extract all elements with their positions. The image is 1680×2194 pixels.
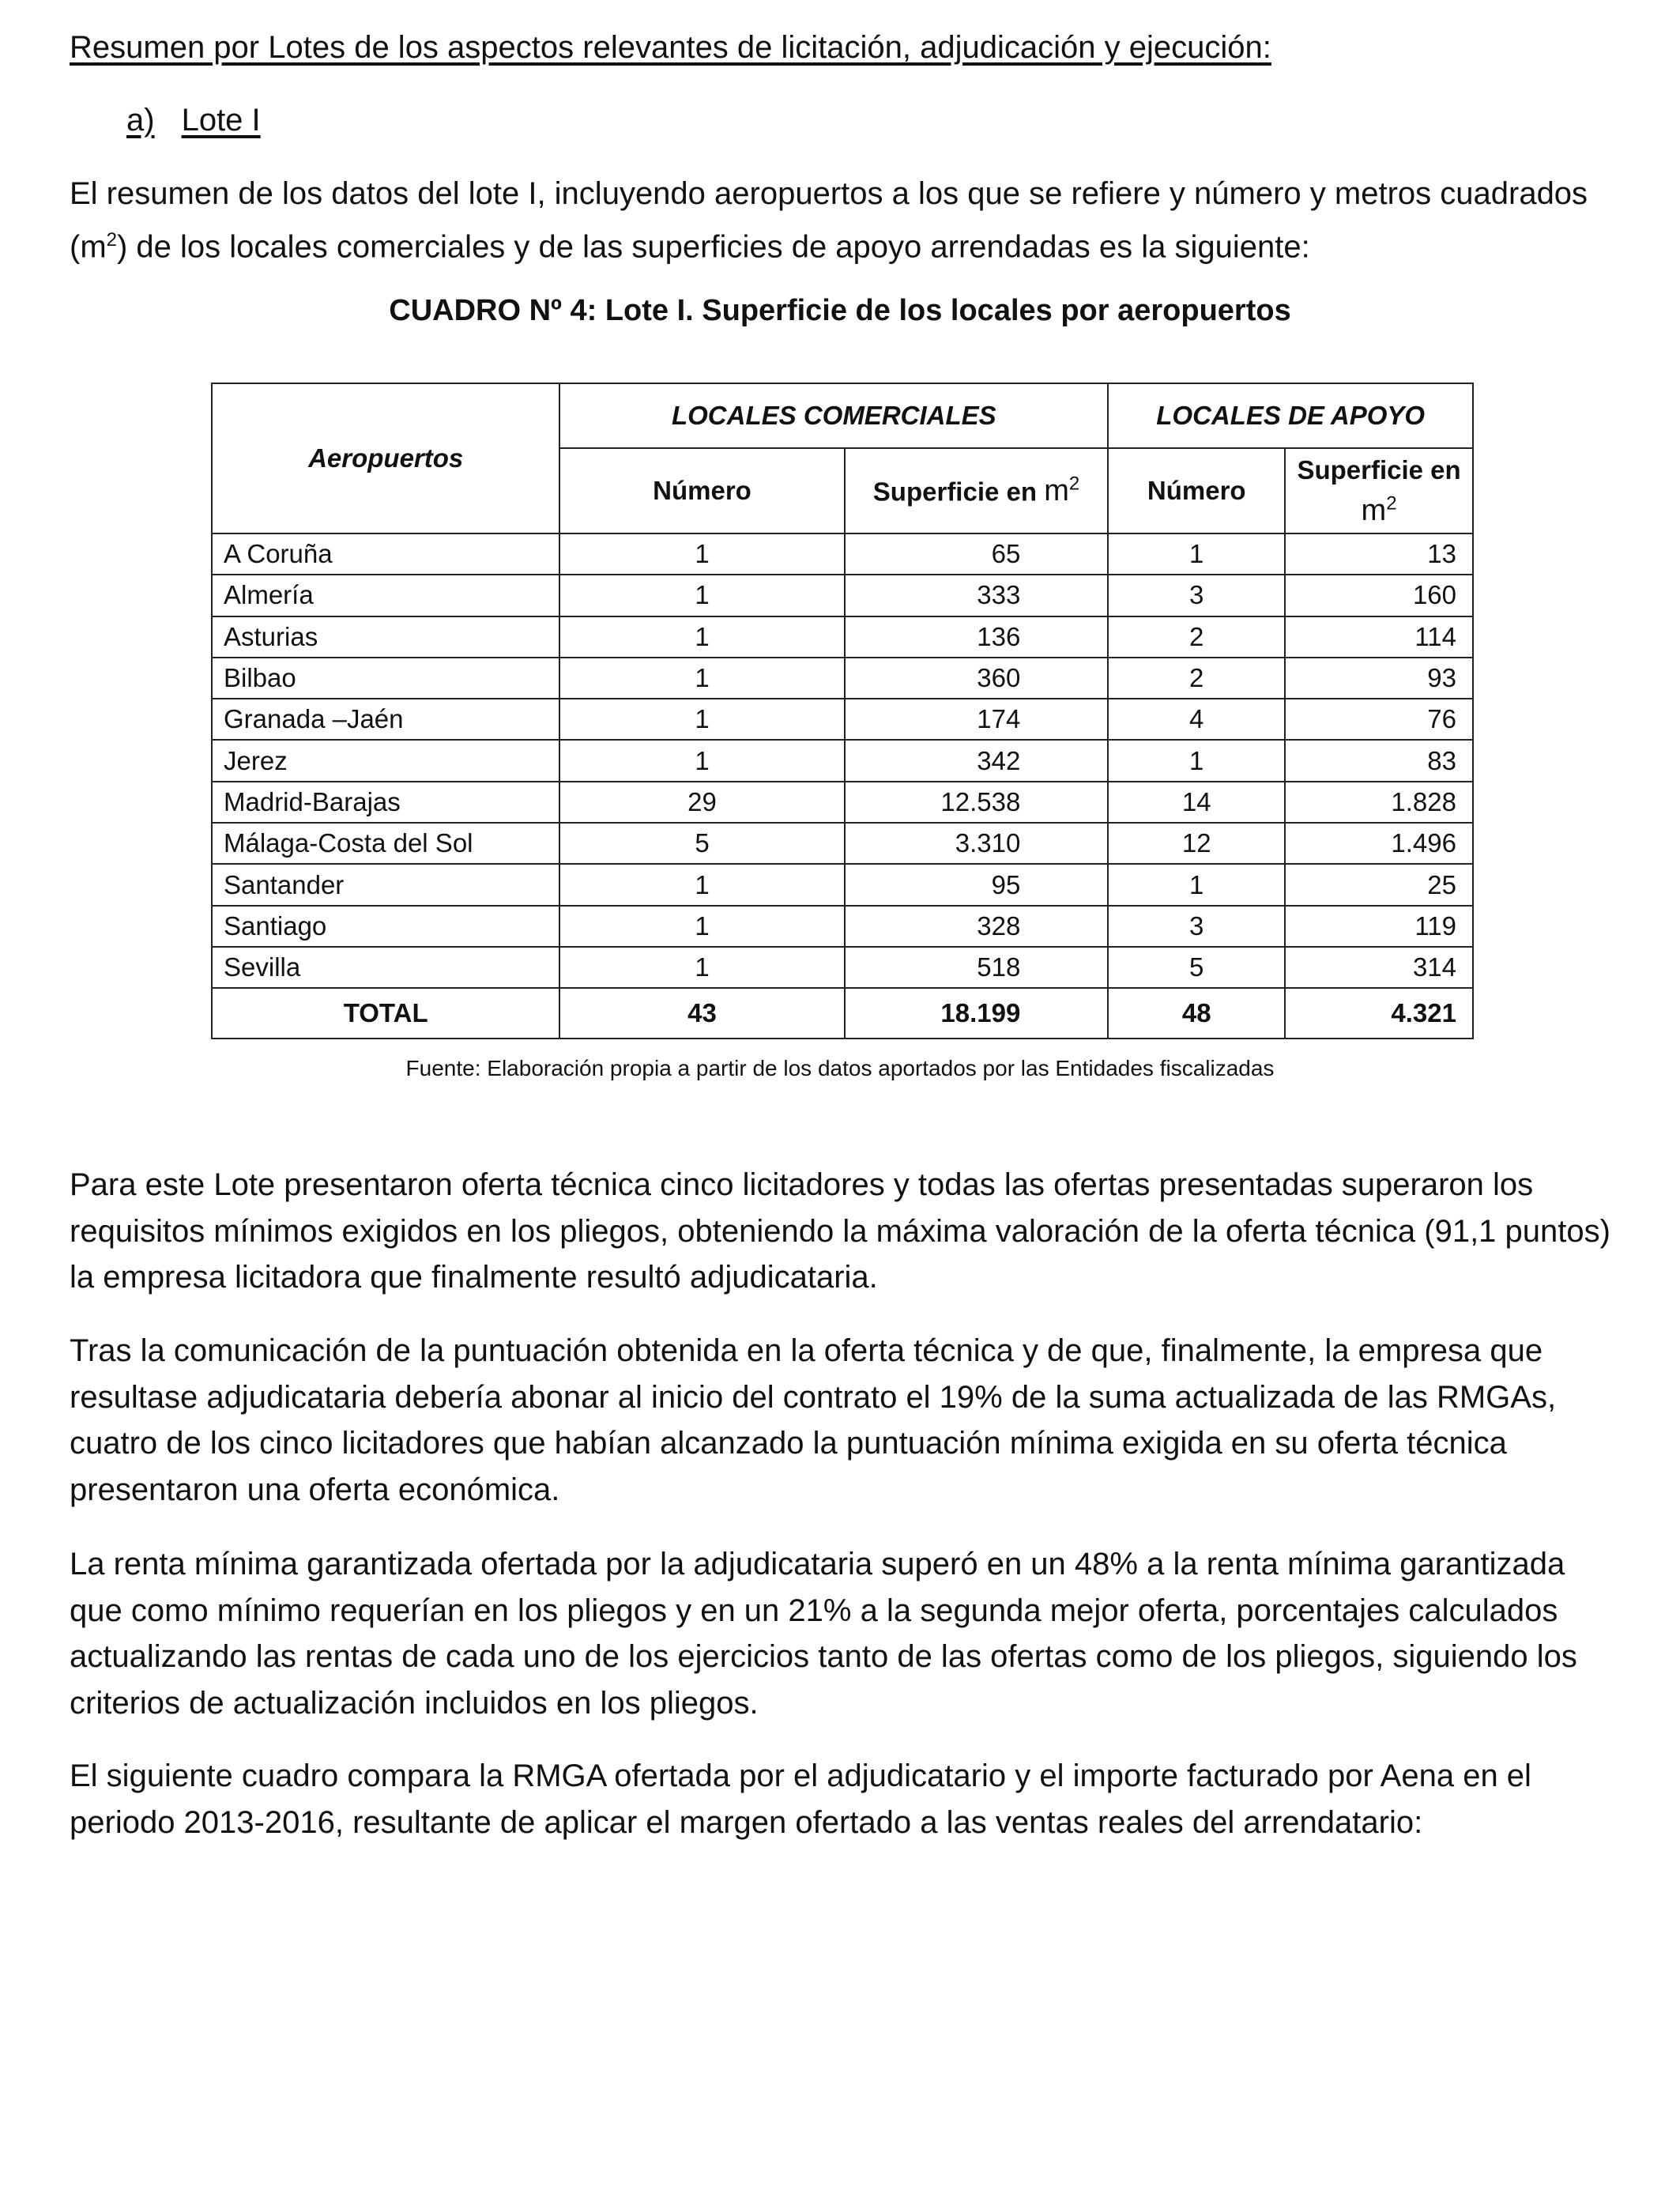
cell-com-num: 1 [559, 864, 844, 905]
total-com-num: 43 [559, 988, 844, 1039]
header-locales-comerciales: LOCALES COMERCIALES [559, 383, 1108, 448]
cell-com-num: 1 [559, 699, 844, 740]
header-apo-superficie [1285, 448, 1473, 533]
header-com-superficie [845, 448, 1109, 533]
subsection-marker: a) [126, 103, 155, 138]
table-source-note: Fuente: Elaboración propia a partir de los datos aportados por las Entidades fiscalizadas [405, 1056, 1275, 1080]
cell-com-num: 5 [559, 823, 844, 864]
header-airports: Aeropuertos [212, 383, 559, 533]
cell-com-num: 1 [559, 616, 844, 658]
paragraph-2: Tras la comunicación de la puntuación obtenida en la oferta técnica y de que, finalmente, la empresa que resultase adjudicataria debería abonar al inicio del contrato el 19% de la suma actualizada de las RMGAs, cuatro de los cinco licitadores que habían alcanzado la puntuación mínima exigida en su oferta técnica presentaron una oferta económica. [70, 1333, 1557, 1507]
cell-airport: Madrid-Barajas [212, 782, 559, 823]
table-body [212, 533, 1473, 988]
cell-com-num: 1 [559, 906, 844, 947]
cell-apo-num: 3 [1108, 575, 1285, 616]
cell-com-sup: 136 [845, 616, 1109, 658]
table-row [212, 658, 1473, 699]
cell-airport: Málaga-Costa del Sol [212, 823, 559, 864]
intro-text-after: ) de los locales comerciales y de las superficies de apoyo arrendadas es la siguiente: [117, 228, 1310, 264]
cell-com-num: 1 [559, 658, 844, 699]
cell-apo-sup: 93 [1285, 658, 1473, 699]
cell-airport: Jerez [212, 740, 559, 781]
cell-airport: Almería [212, 575, 559, 616]
cell-com-num: 1 [559, 533, 844, 575]
cell-apo-sup: 314 [1285, 947, 1473, 988]
cell-airport: Santander [212, 864, 559, 905]
intro-paragraph [70, 171, 1618, 270]
cell-com-sup: 12.538 [845, 782, 1109, 823]
header-apo-unit-sup: 2 [1386, 492, 1397, 515]
header-com-unit [1044, 474, 1079, 507]
cell-com-sup: 174 [845, 699, 1109, 740]
cell-com-sup: 3.310 [845, 823, 1109, 864]
cell-airport: Granada –Jaén [212, 699, 559, 740]
cell-apo-num: 14 [1108, 782, 1285, 823]
header-locales-apoyo: LOCALES DE APOYO [1108, 383, 1473, 448]
header-apo-unit [1362, 494, 1397, 527]
cell-apo-num: 3 [1108, 906, 1285, 947]
cell-apo-num: 2 [1108, 616, 1285, 658]
cell-apo-sup: 13 [1285, 533, 1473, 575]
header-com-superficie-label: Superficie en [872, 477, 1038, 507]
cell-apo-sup: 160 [1285, 575, 1473, 616]
subsection-heading [126, 103, 261, 138]
cell-airport: Santiago [212, 906, 559, 947]
cell-apo-sup: 25 [1285, 864, 1473, 905]
table-row [212, 782, 1473, 823]
cell-airport: Sevilla [212, 947, 559, 988]
cell-apo-num: 1 [1108, 864, 1285, 905]
table-row [212, 533, 1473, 575]
cell-apo-sup: 119 [1285, 906, 1473, 947]
table-row [212, 740, 1473, 781]
cell-apo-num: 12 [1108, 823, 1285, 864]
table-row [212, 947, 1473, 988]
cell-apo-num: 5 [1108, 947, 1285, 988]
cell-airport: Bilbao [212, 658, 559, 699]
cell-com-sup: 518 [845, 947, 1109, 988]
intro-text-before: El resumen de los datos del lote I, incluyendo aeropuertos a los que se refiere y número y metros cuadrados (m [70, 176, 1588, 264]
cell-apo-num: 1 [1108, 740, 1285, 781]
total-com-sup: 18.199 [845, 988, 1109, 1039]
header-apo-superficie-label: Superficie en [1297, 455, 1461, 485]
cell-com-sup: 95 [845, 864, 1109, 905]
header-apo-unit-letter: m [1361, 493, 1387, 527]
intro-superscript: 2 [106, 228, 117, 251]
cell-apo-sup: 83 [1285, 740, 1473, 781]
cell-apo-sup: 76 [1285, 699, 1473, 740]
header-com-unit-sup: 2 [1068, 473, 1080, 495]
paragraph-3: La renta mínima garantizada ofertada por la adjudicataria superó en un 48% a la renta mínima garantizada que como mínimo requerían en los pliegos y en un 21% a la segunda mejor oferta, porcentajes calculados actualizando las rentas de cada uno de los ejercicios tanto de las ofertas como de los pliegos, siguiendo los criterios de actualización incluidos en los pliegos. [70, 1547, 1577, 1721]
paragraph-4: El siguiente cuadro compara la RMGA ofertada por el adjudicatario y el importe facturado por Aena en el periodo 2013-2016, resultante de aplicar el margen ofertado a las ventas reales del arrendatario: [70, 1759, 1531, 1840]
cell-apo-sup: 1.496 [1285, 823, 1473, 864]
header-apo-numero: Número [1108, 448, 1285, 533]
total-apo-num: 48 [1108, 988, 1285, 1039]
subsection-label: Lote I [181, 103, 261, 138]
cell-com-sup: 328 [845, 906, 1109, 947]
table-row [212, 616, 1473, 658]
cell-airport: A Coruña [212, 533, 559, 575]
airport-table [211, 383, 1474, 1039]
cell-com-sup: 360 [845, 658, 1109, 699]
cell-com-sup: 342 [845, 740, 1109, 781]
cell-com-sup: 333 [845, 575, 1109, 616]
table-row [212, 823, 1473, 864]
table-row [212, 864, 1473, 905]
table-row [212, 575, 1473, 616]
total-apo-sup: 4.321 [1285, 988, 1473, 1039]
cell-apo-sup: 1.828 [1285, 782, 1473, 823]
paragraph-1: Para este Lote presentaron oferta técnica cinco licitadores y todas las ofertas presentadas superaron los requisitos mínimos exigidos en los pliegos, obteniendo la máxima valoración de la oferta técnica (91,1 puntos) la empresa licitadora que finalmente resultó adjudicataria. [70, 1167, 1610, 1295]
cell-airport: Asturias [212, 616, 559, 658]
cell-apo-num: 2 [1108, 658, 1285, 699]
cell-com-num: 1 [559, 947, 844, 988]
table-row [212, 699, 1473, 740]
cell-com-num: 1 [559, 740, 844, 781]
cell-apo-num: 4 [1108, 699, 1285, 740]
total-row [212, 988, 1473, 1039]
header-com-unit-letter: m [1044, 474, 1069, 508]
total-label: TOTAL [212, 988, 559, 1039]
section-heading: Resumen por Lotes de los aspectos relevantes de licitación, adjudicación y ejecución: [70, 30, 1271, 65]
cell-com-sup: 65 [845, 533, 1109, 575]
cell-com-num: 29 [559, 782, 844, 823]
cell-apo-sup: 114 [1285, 616, 1473, 658]
table-row [212, 906, 1473, 947]
header-com-numero: Número [559, 448, 844, 533]
cell-com-num: 1 [559, 575, 844, 616]
cell-apo-num: 1 [1108, 533, 1285, 575]
table-caption: CUADRO Nº 4: Lote I. Superficie de los locales por aeropuertos [389, 294, 1291, 327]
